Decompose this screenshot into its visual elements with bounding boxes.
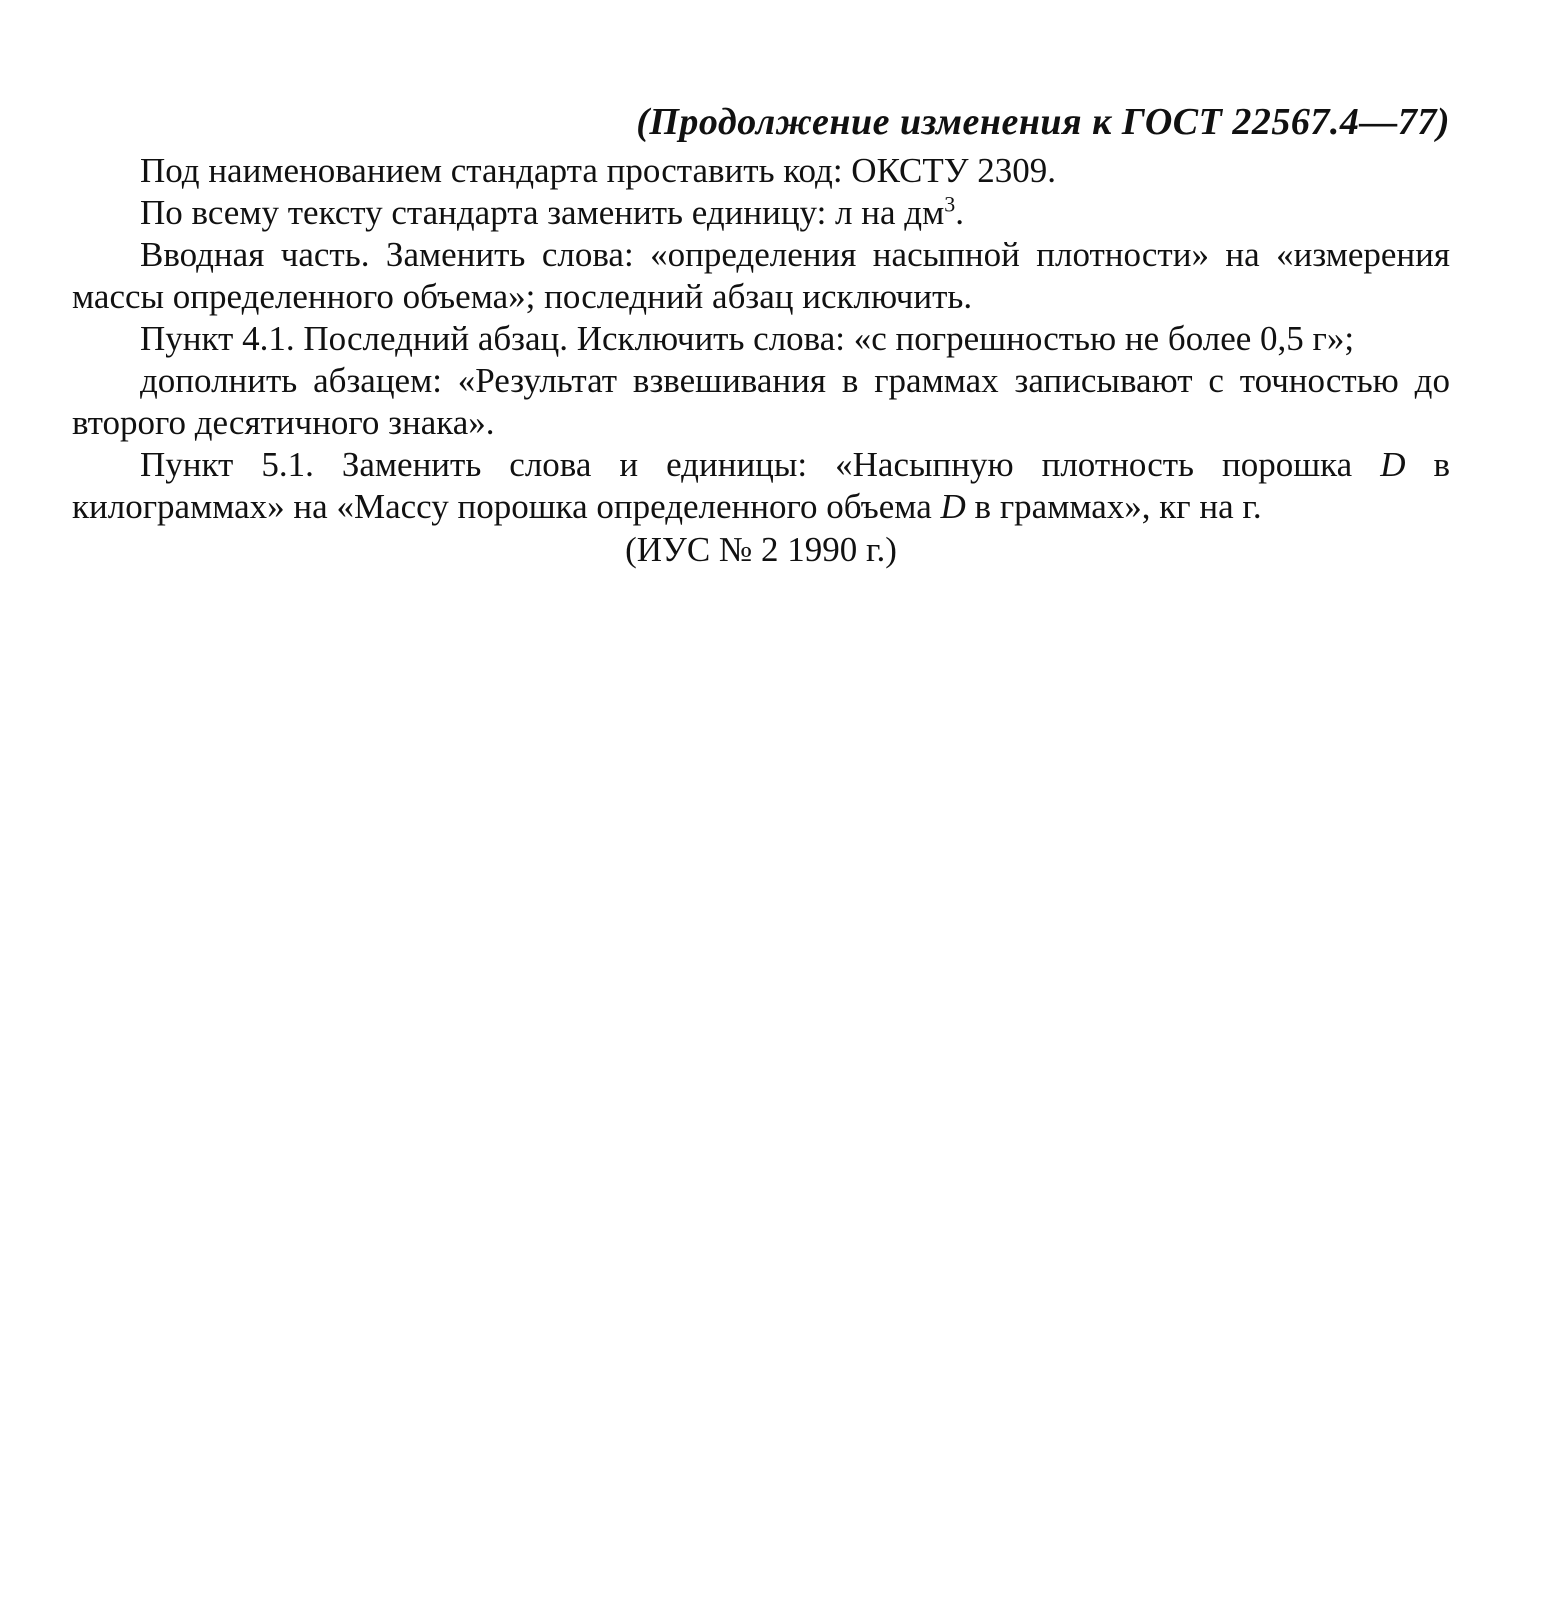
paragraph-unit-replacement [72, 192, 1450, 234]
unit-dm3 [904, 193, 964, 232]
paragraph-item-5-1 [72, 444, 1450, 528]
source-reference: (ИУС № 2 1990 г.) [625, 530, 897, 569]
paragraph-okstu-code: Под наименованием стандарта проставить код: ОКСТУ 2309. [140, 151, 1057, 190]
unit-tail: . [955, 193, 965, 232]
amendment-text [72, 150, 1450, 528]
paragraph-item-4-1: Пункт 4.1. Последний абзац. Исключить слова: «с погрешностью не более 0,5 г»; [140, 319, 1355, 358]
paragraph-introduction: Вводная часть. Заменить слова: «определения насыпной плотности» на «измерения массы определенного объема»; последний абзац исключить. [72, 235, 1450, 316]
item-5-1-part-2: в килограммах» на «Массу порошка определенного объема [72, 445, 1451, 526]
unit-base: дм [904, 193, 945, 232]
unit-exponent: 3 [944, 191, 956, 217]
symbol-d-2: D [940, 487, 966, 526]
unit-replacement-text: По всему тексту стандарта заменить единицу: л на [140, 193, 896, 232]
continuation-header: (Продолжение изменения к ГОСТ 22567.4—77) [636, 101, 1450, 143]
item-5-1-part-3: в граммах», кг на г. [974, 487, 1262, 526]
item-5-1-part-1: Пункт 5.1. Заменить слова и единицы: «Насыпную плотность порошка [140, 445, 1353, 484]
paragraph-item-4-1-addition: дополнить абзацем: «Результат взвешивания в граммах записывают с точностью до второго десятичного знака». [72, 361, 1450, 442]
symbol-d-1: D [1380, 445, 1406, 484]
